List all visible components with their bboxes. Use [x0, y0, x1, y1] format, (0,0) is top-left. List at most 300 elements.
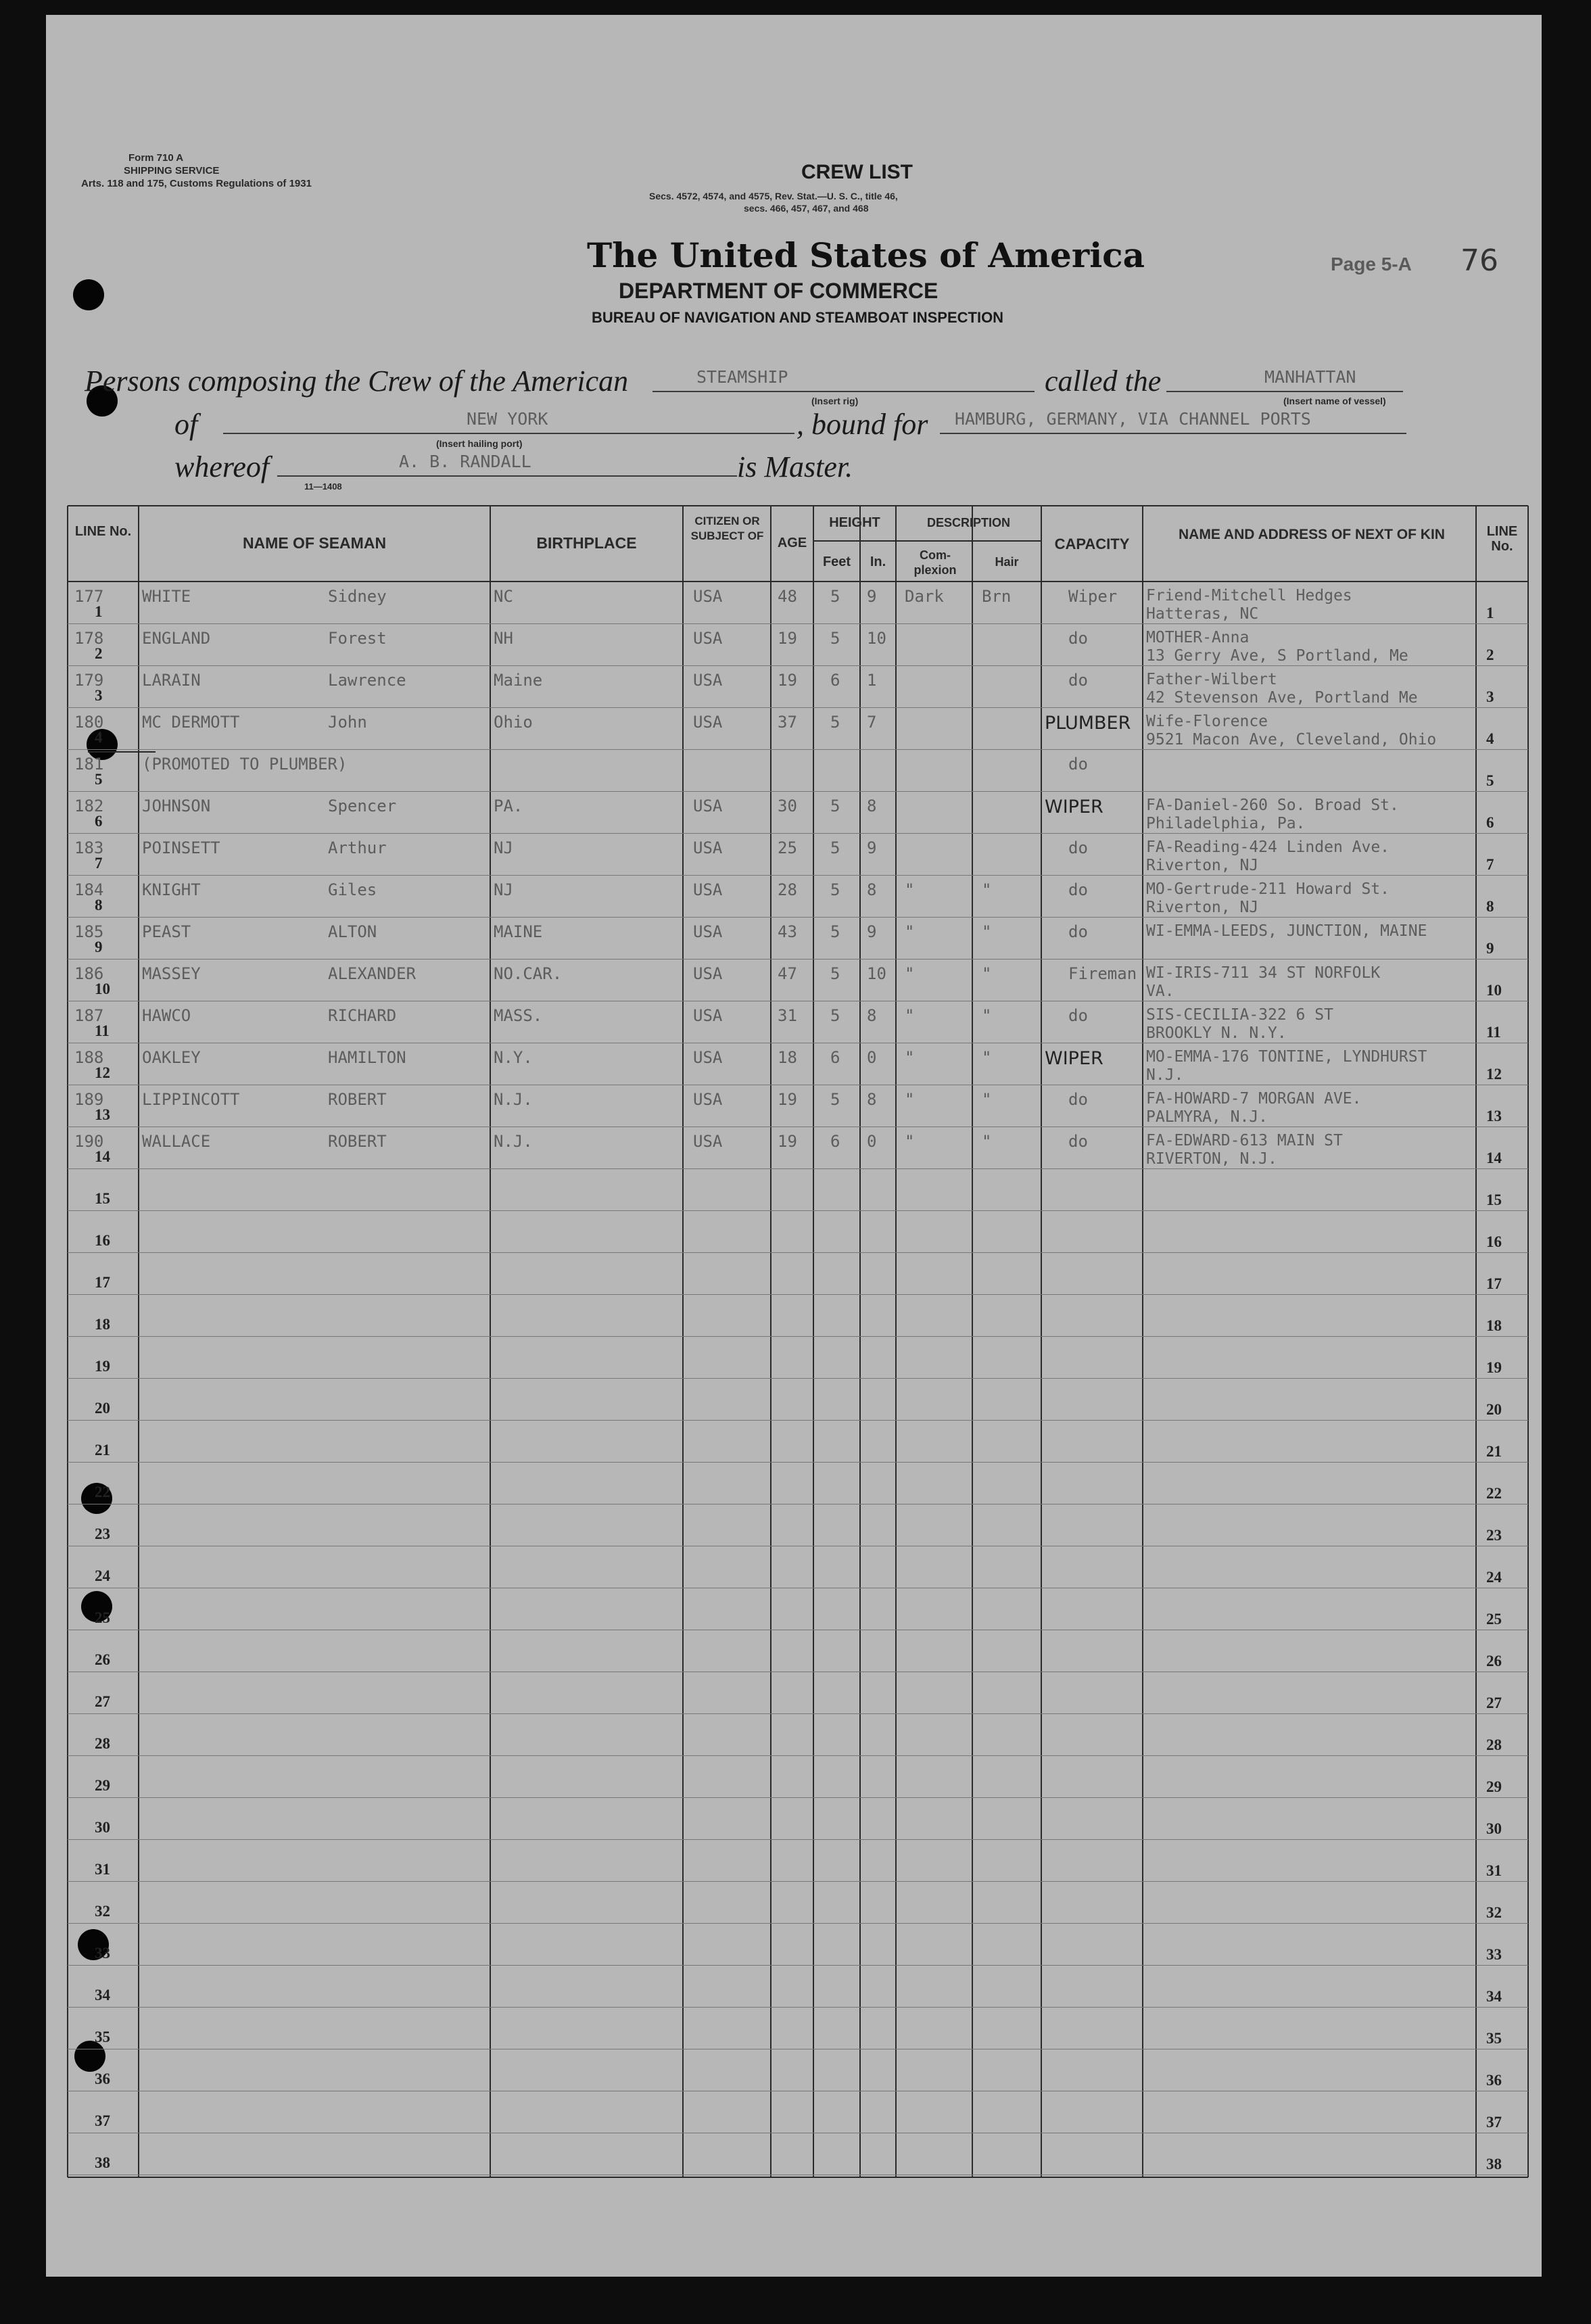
- vessel-name: MANHATTAN: [1264, 367, 1356, 387]
- seaman-capacity: do: [1068, 671, 1088, 690]
- line-number-left: 37: [95, 2112, 110, 2129]
- seaman-height-inches: 0: [867, 1132, 877, 1151]
- seaman-height-feet: 6: [830, 1132, 840, 1151]
- line-number-right: 34: [1486, 1988, 1502, 2005]
- seaman-citizenship: USA: [693, 713, 723, 732]
- next-of-kin-line-1: WI-EMMA-LEEDS, JUNCTION, MAINE: [1146, 922, 1427, 940]
- seaman-given-name: HAMILTON: [328, 1048, 406, 1067]
- seaman-height-feet: 5: [830, 713, 840, 732]
- col-citizen: CITIZEN OR SUBJECT OF: [690, 515, 764, 542]
- seaman-surname: JOHNSON: [142, 797, 211, 815]
- line-number-left: 38: [95, 2154, 110, 2171]
- table-row-rule: [68, 917, 1528, 918]
- col-birthplace: BIRTHPLACE: [536, 534, 637, 552]
- seaman-capacity: Wiper: [1068, 587, 1118, 606]
- line-number-left: 34: [95, 1987, 110, 2003]
- seaman-birthplace: N.Y.: [494, 1048, 533, 1067]
- seaman-height-feet: 5: [830, 880, 840, 899]
- seaman-hair: ": [982, 1090, 992, 1109]
- rig-hint: (Insert rig): [811, 396, 859, 406]
- line-number-left: 30: [95, 1819, 110, 1836]
- seaman-given-name: ALEXANDER: [328, 964, 417, 983]
- seaman-height-inches: 1: [867, 671, 877, 690]
- punch-hole: [73, 279, 104, 310]
- master-label: is Master.: [737, 450, 853, 483]
- line-number-right: 3: [1486, 688, 1494, 705]
- seaman-complexion: ": [905, 880, 915, 899]
- line-number-left: 26: [95, 1651, 110, 1668]
- seaman-citizenship: USA: [693, 1006, 723, 1025]
- seaman-complexion: ": [905, 1006, 915, 1025]
- form-articles: Arts. 118 and 175, Customs Regulations of 1931: [81, 178, 312, 189]
- seaman-number: 181: [74, 755, 104, 774]
- seaman-number: 183: [74, 838, 104, 857]
- seaman-complexion: ": [905, 1090, 915, 1109]
- line-number-right: 9: [1486, 940, 1494, 957]
- line-number-left: 18: [95, 1316, 110, 1333]
- seaman-given-name: Arthur: [328, 838, 387, 857]
- line-number-left: 19: [95, 1358, 110, 1375]
- col-line-left: LINE No.: [74, 524, 132, 539]
- statutes-line-2: secs. 466, 457, 467, and 468: [744, 203, 869, 214]
- seaman-capacity: do: [1068, 755, 1088, 774]
- seaman-birthplace: N.J.: [494, 1132, 533, 1151]
- table-row-rule: [68, 707, 1528, 708]
- seaman-birthplace: N.J.: [494, 1090, 533, 1109]
- line-number-right: 38: [1486, 2156, 1502, 2173]
- table-row-rule: [68, 1294, 1528, 1295]
- seaman-number: 184: [74, 880, 104, 899]
- table-row-rule: [68, 1168, 1528, 1169]
- line-number-right: 30: [1486, 1820, 1502, 1837]
- seaman-hair: ": [982, 1132, 992, 1151]
- seaman-age: 25: [778, 838, 797, 857]
- seaman-capacity: do: [1068, 629, 1088, 648]
- line-number-right: 4: [1486, 730, 1494, 747]
- table-row-rule: [68, 1420, 1528, 1421]
- line-number-left: 27: [95, 1693, 110, 1710]
- table-row-rule: [68, 1671, 1528, 1672]
- seaman-citizenship: USA: [693, 838, 723, 857]
- col-inches: In.: [870, 554, 886, 569]
- seaman-height-feet: 5: [830, 797, 840, 815]
- line-number-left: 11: [95, 1022, 110, 1039]
- seaman-citizenship: USA: [693, 587, 723, 606]
- seaman-citizenship: USA: [693, 797, 723, 815]
- nation-title: The United States of America: [587, 235, 1145, 275]
- rig-line: [652, 391, 1035, 392]
- seaman-surname: OAKLEY: [142, 1048, 201, 1067]
- table-row-rule: [68, 1462, 1528, 1463]
- table-row-rule: [68, 1755, 1528, 1756]
- next-of-kin-line-1: MO-Gertrude-211 Howard St.: [1146, 880, 1390, 898]
- seaman-complexion: ": [905, 1048, 915, 1067]
- seaman-given-name: ROBERT: [328, 1132, 387, 1151]
- table-row-rule: [68, 1839, 1528, 1840]
- next-of-kin-line-1: Friend-Mitchell Hedges: [1146, 587, 1352, 604]
- of-label: of: [174, 408, 198, 441]
- seaman-given-name: Sidney: [328, 587, 387, 606]
- col-capacity: CAPACITY: [1054, 536, 1130, 552]
- seaman-capacity: do: [1068, 1006, 1088, 1025]
- crew-list-title: CREW LIST: [801, 161, 913, 183]
- seaman-height-feet: 5: [830, 587, 840, 606]
- destination: HAMBURG, GERMANY, VIA CHANNEL PORTS: [955, 409, 1311, 429]
- table-row-rule: [68, 1378, 1528, 1379]
- seaman-height-feet: 6: [830, 671, 840, 690]
- next-of-kin-line-2: VA.: [1146, 982, 1174, 1000]
- seaman-surname: HAWCO: [142, 1006, 191, 1025]
- next-of-kin-line-2: 9521 Macon Ave, Cleveland, Ohio: [1146, 731, 1437, 749]
- line-number-left: 10: [95, 980, 110, 997]
- bureau-title: BUREAU OF NAVIGATION AND STEAMBOAT INSPECTION: [592, 309, 1004, 326]
- line-number-right: 19: [1486, 1359, 1502, 1376]
- seaman-citizenship: USA: [693, 922, 723, 941]
- next-of-kin-line-1: WI-IRIS-711 34 ST NORFOLK: [1146, 964, 1381, 982]
- seaman-citizenship: USA: [693, 1048, 723, 1067]
- line-number-left: 16: [95, 1232, 110, 1249]
- hailing-port: NEW YORK: [467, 409, 548, 429]
- seaman-given-name: ALTON: [328, 922, 377, 941]
- seaman-height-feet: 5: [830, 964, 840, 983]
- line-number-right: 20: [1486, 1401, 1502, 1418]
- seaman-number: 190: [74, 1132, 104, 1151]
- seaman-birthplace: NJ: [494, 880, 513, 899]
- seaman-age: 43: [778, 922, 797, 941]
- seaman-height-feet: 5: [830, 838, 840, 857]
- line-number-left: 15: [95, 1190, 110, 1207]
- seaman-age: 31: [778, 1006, 797, 1025]
- seaman-height-inches: 9: [867, 587, 877, 606]
- seaman-number: 179: [74, 671, 104, 690]
- line-number-right: 26: [1486, 1653, 1502, 1669]
- line-number-right: 11: [1486, 1024, 1501, 1041]
- line-number-left: 36: [95, 2070, 110, 2087]
- next-of-kin-line-2: N.J.: [1146, 1066, 1184, 1084]
- master-line: [277, 475, 737, 477]
- line-number-right: 1: [1486, 604, 1494, 621]
- seaman-height-feet: 6: [830, 1048, 840, 1067]
- next-of-kin-line-2: BROOKLY N. N.Y.: [1146, 1024, 1287, 1042]
- seaman-capacity: Fireman: [1068, 964, 1137, 983]
- next-of-kin-line-2: Philadelphia, Pa.: [1146, 815, 1306, 832]
- seaman-complexion: ": [905, 964, 915, 983]
- seaman-height-inches: 8: [867, 880, 877, 899]
- seaman-surname: (PROMOTED TO PLUMBER): [142, 755, 348, 774]
- vessel-name-hint: (Insert name of vessel): [1283, 396, 1386, 406]
- seaman-capacity: PLUMBER: [1045, 713, 1131, 734]
- table-row-rule: [68, 875, 1528, 876]
- seaman-birthplace: NH: [494, 629, 513, 648]
- col-complexion: Com- plexion: [913, 548, 957, 577]
- col-description: DESCRIPTION: [926, 516, 1010, 529]
- line-number-left: 4: [95, 729, 103, 746]
- next-of-kin-line-2: Riverton, NJ: [1146, 899, 1259, 916]
- seaman-number: 182: [74, 797, 104, 815]
- next-of-kin-line-1: MO-EMMA-176 TONTINE, LYNDHURST: [1146, 1048, 1427, 1066]
- next-of-kin-line-2: 42 Stevenson Ave, Portland Me: [1146, 689, 1418, 707]
- line-number-left: 20: [95, 1400, 110, 1417]
- seaman-age: 19: [778, 629, 797, 648]
- line-number-right: 23: [1486, 1527, 1502, 1544]
- line-number-left: 9: [95, 939, 103, 955]
- seaman-citizenship: USA: [693, 880, 723, 899]
- seaman-number: 189: [74, 1090, 104, 1109]
- vessel-name-line: [1166, 391, 1403, 392]
- seaman-height-inches: 8: [867, 1006, 877, 1025]
- table-row-rule: [68, 623, 1528, 624]
- next-of-kin-line-1: SIS-CECILIA-322 6 ST: [1146, 1006, 1333, 1024]
- next-of-kin-line-1: FA-Reading-424 Linden Ave.: [1146, 838, 1390, 856]
- seaman-citizenship: USA: [693, 964, 723, 983]
- seaman-age: 19: [778, 1090, 797, 1109]
- print-code: 11—1408: [304, 481, 342, 492]
- seaman-surname: KNIGHT: [142, 880, 201, 899]
- line-number-left: 33: [95, 1945, 110, 1962]
- seaman-surname: POINSETT: [142, 838, 220, 857]
- seaman-citizenship: USA: [693, 629, 723, 648]
- vessel-rig: STEAMSHIP: [696, 367, 788, 387]
- seaman-hair: ": [982, 880, 992, 899]
- line-number-left: 32: [95, 1903, 110, 1920]
- line-number-right: 10: [1486, 982, 1502, 999]
- line-number-right: 13: [1486, 1108, 1502, 1124]
- table-row-rule: [68, 1797, 1528, 1798]
- page-label: Page 5-A: [1331, 254, 1412, 275]
- line-number-right: 15: [1486, 1191, 1502, 1208]
- line-number-right: 18: [1486, 1317, 1502, 1334]
- col-line-right: LINE No.: [1486, 524, 1518, 554]
- table-row-rule: [68, 1965, 1528, 1966]
- seaman-height-inches: 9: [867, 838, 877, 857]
- line-number-right: 22: [1486, 1485, 1502, 1502]
- line-number-left: 23: [95, 1525, 110, 1542]
- seaman-hair: ": [982, 922, 992, 941]
- seaman-height-inches: 10: [867, 964, 886, 983]
- col-name: NAME OF SEAMAN: [242, 534, 387, 552]
- line-number-right: 35: [1486, 2030, 1502, 2047]
- line-number-left: 8: [95, 897, 103, 914]
- seaman-height-inches: 9: [867, 922, 877, 941]
- line-number-left: 31: [95, 1861, 110, 1878]
- line-number-right: 28: [1486, 1736, 1502, 1753]
- col-next-of-kin: NAME AND ADDRESS OF NEXT OF KIN: [1179, 527, 1445, 542]
- table-row-rule: [68, 1923, 1528, 1924]
- seaman-birthplace: MASS.: [494, 1006, 543, 1025]
- col-hair: Hair: [995, 555, 1019, 569]
- seaman-number: 185: [74, 922, 104, 941]
- form-service: SHIPPING SERVICE: [124, 165, 220, 176]
- line-number-right: 7: [1486, 856, 1494, 873]
- seaman-height-feet: 5: [830, 1090, 840, 1109]
- seaman-citizenship: USA: [693, 671, 723, 690]
- table-row-rule: [68, 1336, 1528, 1337]
- line-number-left: 17: [95, 1274, 110, 1291]
- line-number-right: 31: [1486, 1862, 1502, 1879]
- seaman-number: 177: [74, 587, 104, 606]
- destination-line: [940, 433, 1406, 434]
- seaman-birthplace: PA.: [494, 797, 523, 815]
- seaman-capacity: do: [1068, 1132, 1088, 1151]
- next-of-kin-line-1: FA-EDWARD-613 MAIN ST: [1146, 1132, 1343, 1149]
- seaman-number: 186: [74, 964, 104, 983]
- line-number-right: 16: [1486, 1233, 1502, 1250]
- next-of-kin-line-1: FA-Daniel-260 So. Broad St.: [1146, 797, 1399, 814]
- line-number-right: 37: [1486, 2114, 1502, 2131]
- seaman-surname: MC DERMOTT: [142, 713, 240, 732]
- seaman-age: 19: [778, 1132, 797, 1151]
- line-number-left: 14: [95, 1148, 110, 1165]
- seaman-age: 18: [778, 1048, 797, 1067]
- seaman-age: 30: [778, 797, 797, 815]
- seaman-capacity: WIPER: [1045, 1048, 1103, 1069]
- next-of-kin-line-2: 13 Gerry Ave, S Portland, Me: [1146, 647, 1408, 665]
- seaman-given-name: Spencer: [328, 797, 397, 815]
- seaman-surname: PEAST: [142, 922, 191, 941]
- seaman-birthplace: NC: [494, 587, 513, 606]
- line-number-left: 28: [95, 1735, 110, 1752]
- department-title: DEPARTMENT OF COMMERCE: [619, 279, 939, 303]
- seaman-complexion: Dark: [905, 587, 944, 606]
- seaman-height-inches: 8: [867, 797, 877, 815]
- page-number: 76: [1461, 243, 1498, 278]
- port-hint: (Insert hailing port): [436, 438, 523, 449]
- table-row-rule: [68, 791, 1528, 792]
- called-label: called the: [1045, 364, 1162, 398]
- seaman-hair: ": [982, 1006, 992, 1025]
- table-row-rule: [68, 1881, 1528, 1882]
- line-number-left: 6: [95, 813, 103, 830]
- seaman-height-inches: 7: [867, 713, 877, 732]
- line-number-left: 29: [95, 1777, 110, 1794]
- seaman-capacity: do: [1068, 880, 1088, 899]
- line-number-right: 25: [1486, 1611, 1502, 1628]
- line-number-left: 21: [95, 1442, 110, 1459]
- seaman-birthplace: Ohio: [494, 713, 533, 732]
- next-of-kin-line-1: Wife-Florence: [1146, 713, 1268, 730]
- seaman-capacity: do: [1068, 1090, 1088, 1109]
- line-number-right: 12: [1486, 1066, 1502, 1083]
- persons-label: Persons composing the Crew of the American: [85, 364, 629, 398]
- line-number-left: 7: [95, 855, 103, 872]
- line-number-right: 8: [1486, 898, 1494, 915]
- seaman-hair: ": [982, 964, 992, 983]
- next-of-kin-line-2: Hatteras, NC: [1146, 605, 1259, 623]
- line-number-right: 14: [1486, 1149, 1502, 1166]
- seaman-given-name: Lawrence: [328, 671, 406, 690]
- seaman-surname: WHITE: [142, 587, 191, 606]
- seaman-birthplace: NO.CAR.: [494, 964, 563, 983]
- line-number-right: 29: [1486, 1778, 1502, 1795]
- seaman-age: 28: [778, 880, 797, 899]
- line-number-left: 13: [95, 1106, 110, 1123]
- line-number-left: 5: [95, 771, 103, 788]
- seaman-citizenship: USA: [693, 1132, 723, 1151]
- line-number-left: 35: [95, 2029, 110, 2045]
- seaman-height-inches: 8: [867, 1090, 877, 1109]
- seaman-hair: Brn: [982, 587, 1012, 606]
- seaman-citizenship: USA: [693, 1090, 723, 1109]
- seaman-given-name: RICHARD: [328, 1006, 397, 1025]
- table-row-rule: [68, 1713, 1528, 1714]
- seaman-birthplace: NJ: [494, 838, 513, 857]
- line-number-right: 5: [1486, 772, 1494, 789]
- seaman-height-feet: 5: [830, 922, 840, 941]
- line-number-left: 25: [95, 1609, 110, 1626]
- seaman-surname: LIPPINCOTT: [142, 1090, 240, 1109]
- next-of-kin-line-1: FA-HOWARD-7 MORGAN AVE.: [1146, 1090, 1362, 1108]
- line-number-right: 24: [1486, 1569, 1502, 1586]
- seaman-hair: ": [982, 1048, 992, 1067]
- line-number-left: 12: [95, 1064, 110, 1081]
- seaman-surname: WALLACE: [142, 1132, 211, 1151]
- seaman-number: 180: [74, 713, 104, 732]
- seaman-number: 178: [74, 629, 104, 648]
- form-id: Form 710 A: [128, 152, 184, 164]
- seaman-number: 188: [74, 1048, 104, 1067]
- table-row-rule: [68, 2007, 1528, 2008]
- seaman-age: 47: [778, 964, 797, 983]
- line-number-right: 17: [1486, 1275, 1502, 1292]
- bound-label: , bound for: [797, 408, 928, 441]
- next-of-kin-line-1: MOTHER-Anna: [1146, 629, 1250, 646]
- next-of-kin-line-1: Father-Wilbert: [1146, 671, 1277, 688]
- seaman-birthplace: MAINE: [494, 922, 543, 941]
- seaman-capacity: do: [1068, 922, 1088, 941]
- table-row-rule: [68, 665, 1528, 666]
- seaman-capacity: WIPER: [1045, 797, 1103, 817]
- seaman-number: 187: [74, 1006, 104, 1025]
- line-number-right: 2: [1486, 646, 1494, 663]
- line-number-right: 33: [1486, 1946, 1502, 1963]
- seaman-capacity: do: [1068, 838, 1088, 857]
- seaman-given-name: John: [328, 713, 367, 732]
- seaman-height-feet: 5: [830, 629, 840, 648]
- table-row-rule: [68, 749, 1528, 750]
- seaman-complexion: ": [905, 1132, 915, 1151]
- seaman-height-inches: 10: [867, 629, 886, 648]
- statutes-line-1: Secs. 4572, 4574, and 4575, Rev. Stat.—U. S. C., title 46,: [649, 191, 898, 201]
- next-of-kin-line-2: Riverton, NJ: [1146, 857, 1259, 874]
- master-name: A. B. RANDALL: [399, 452, 531, 471]
- line-number-right: 27: [1486, 1694, 1502, 1711]
- seaman-surname: MASSEY: [142, 964, 201, 983]
- next-of-kin-line-2: PALMYRA, N.J.: [1146, 1108, 1268, 1126]
- seaman-age: 37: [778, 713, 797, 732]
- seaman-complexion: ": [905, 922, 915, 941]
- table-row-rule: [68, 1252, 1528, 1253]
- seaman-age: 48: [778, 587, 797, 606]
- col-age: AGE: [777, 536, 807, 550]
- seaman-height-feet: 5: [830, 1006, 840, 1025]
- line-number-right: 21: [1486, 1443, 1502, 1460]
- line-number-left: 24: [95, 1567, 110, 1584]
- seaman-surname: LARAIN: [142, 671, 201, 690]
- line-number-left: 2: [95, 645, 103, 662]
- next-of-kin-line-2: RIVERTON, N.J.: [1146, 1150, 1277, 1168]
- table-row-rule: [68, 833, 1528, 834]
- seaman-age: 19: [778, 671, 797, 690]
- seaman-surname: ENGLAND: [142, 629, 211, 648]
- line-number-left: 3: [95, 687, 103, 704]
- col-height: HEIGHT: [829, 515, 880, 530]
- seaman-given-name: ROBERT: [328, 1090, 387, 1109]
- line-number-right: 36: [1486, 2072, 1502, 2089]
- line-number-right: 6: [1486, 814, 1494, 831]
- whereof-label: whereof: [174, 450, 270, 483]
- col-feet: Feet: [822, 554, 851, 569]
- line-number-left: 22: [95, 1484, 110, 1500]
